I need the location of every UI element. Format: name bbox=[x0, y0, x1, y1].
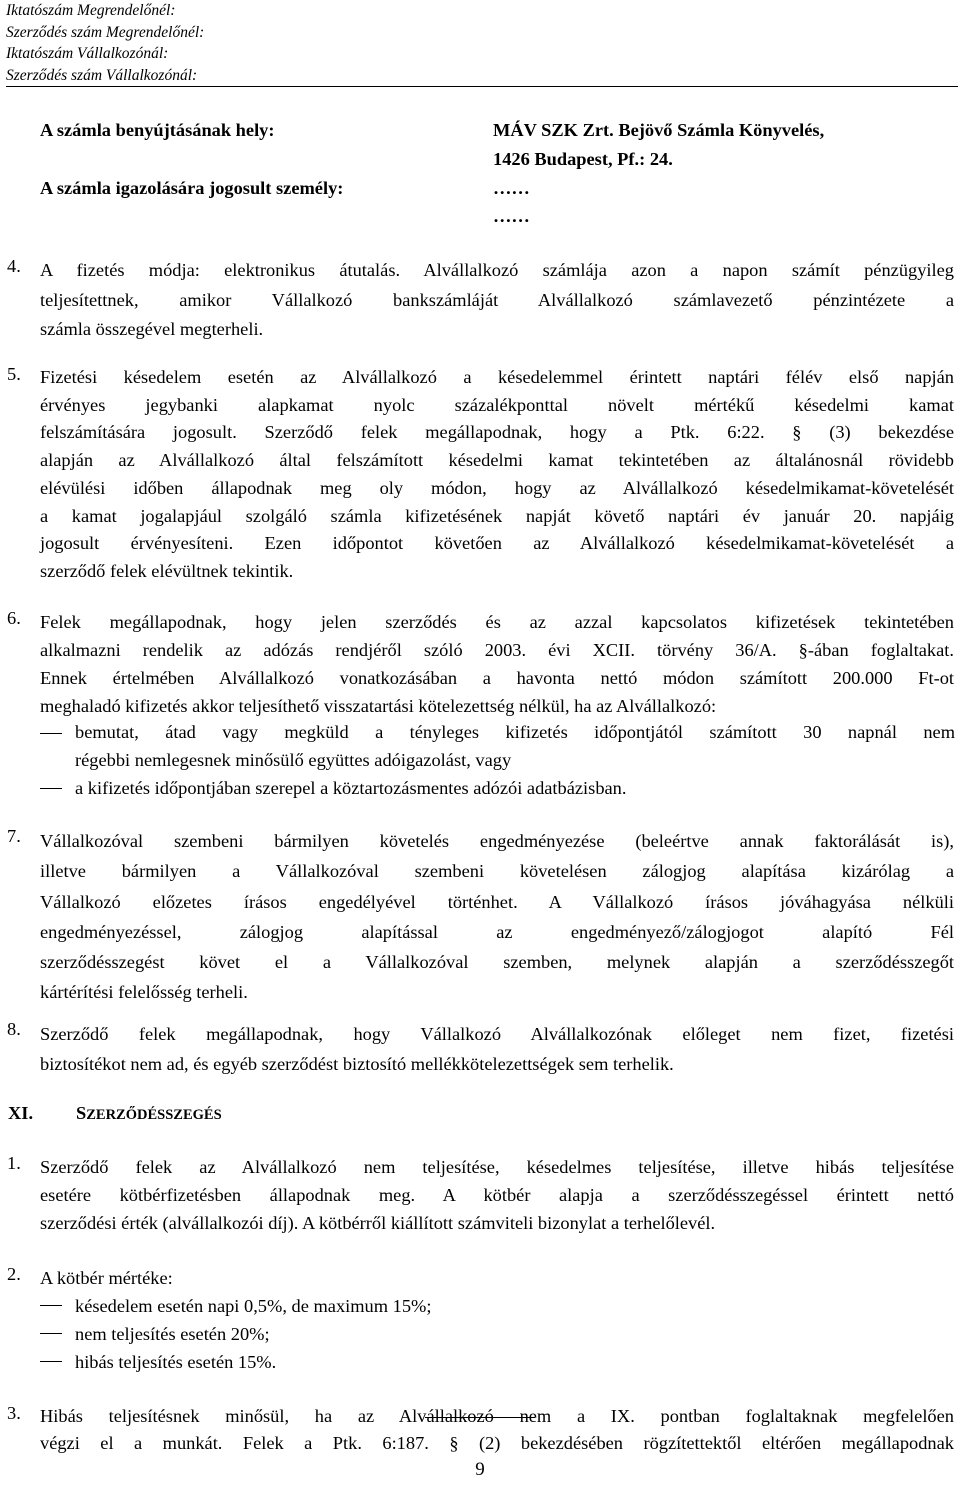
dash-item: nem teljesítés esetén 20%; bbox=[75, 1324, 270, 1344]
dash-item: a kifizetés időpontjában szerepel a köztartozásmentes adózói adatbázisban. bbox=[75, 778, 627, 798]
paragraph-line: Vállalkozóval szembeni bármilyen követelés engedményezése (beleértve annak faktorálását is), bbox=[40, 831, 954, 851]
invoice-dots-2: …… bbox=[493, 206, 530, 226]
invoice-certifier-label: A számla igazolására jogosult személy: bbox=[40, 178, 344, 198]
dash-bullet bbox=[40, 1305, 62, 1306]
invoice-place-value-1: MÁV SZK Zrt. Bejövő Számla Könyvelés, bbox=[493, 120, 825, 140]
item-number: 7. bbox=[7, 826, 21, 846]
paragraph-line: Szerződő felek megállapodnak, hogy Vállalkozó Alvállalkozónak előleget nem fizet, fizetési bbox=[40, 1024, 954, 1044]
dash-item bbox=[75, 718, 955, 774]
dash-item-line: bemutat, átad vagy megküld a tényleges kifizetés időpontjától számított 30 napnál nem bbox=[75, 722, 955, 742]
dash-item: hibás teljesítés esetén 15%. bbox=[75, 1352, 277, 1372]
paragraph-line: érvényes jegybanki alapkamat nyolc százalékponttal növelt mértékű késedelmi kamat bbox=[40, 394, 954, 415]
dash-item-line: régebbi nemlegesnek minősülő együttes adóigazolást, vagy bbox=[75, 750, 512, 770]
paragraph-xi-3 bbox=[40, 1403, 954, 1457]
paragraph-line: Vállalkozó előzetes írásos engedélyével történhet. A Vállalkozó írásos jóváhagyása nélküli bbox=[40, 891, 954, 912]
dash-bullet bbox=[40, 1333, 62, 1334]
paragraph-line: Szerződő felek az Alvállalkozó nem teljesítése, késedelmes teljesítése, illetve hibás teljesítése bbox=[40, 1157, 954, 1177]
paragraph-line: számla összegével megterheli. bbox=[40, 319, 264, 340]
footer-rule bbox=[425, 1417, 535, 1418]
section-title-initial: S bbox=[76, 1103, 87, 1123]
item-number: 3. bbox=[7, 1403, 21, 1423]
paragraph-line: Fizetési késedelem esetén az Alvállalkozó a késedelemmel érintett naptári félév első napján bbox=[40, 367, 954, 387]
paragraph-line: alapján az Alvállalkozó által felszámított késedelmi kamat tekintetében az általánosnál rövidebb bbox=[40, 450, 954, 471]
paragraph-line: teljesítettnek, amikor Vállalkozó bankszámláját Alvállalkozó számlavezető pénzintézete a bbox=[40, 289, 954, 310]
paragraph-line: Ennek értelmében Alvállalkozó vonatkozásában a havonta nettó módon számított 200.000 Ft-ot bbox=[40, 668, 954, 688]
paragraph-line: elévülési időben állapodnak meg oly módon, hogy az Alvállalkozó késedelmikamat-követelését bbox=[40, 477, 954, 498]
header-line: Szerződés szám Megrendelőnél: bbox=[6, 23, 205, 41]
paragraph-line: engedményezéssel, zálogjog alapítással az engedményező/zálogjogot alapító Fél bbox=[40, 921, 954, 942]
invoice-place-label: A számla benyújtásának hely: bbox=[40, 120, 275, 140]
paragraph-line: A fizetés módja: elektronikus átutalás. Alvállalkozó számlája azon a napon számít pénzügyileg bbox=[40, 260, 954, 280]
page-number: 9 bbox=[475, 1459, 485, 1480]
item-number: 4. bbox=[7, 256, 21, 276]
section-title bbox=[76, 1103, 222, 1124]
paragraph-line: meghaladó kifizetés akkor teljesíthető visszatartási kötelezettség nélkül, ha az Alvállalkozó: bbox=[40, 696, 717, 716]
paragraph-8 bbox=[40, 1019, 954, 1079]
paragraph-5 bbox=[40, 364, 954, 586]
paragraph-line: jogosult érvényesíteni. Ezen időpontot követően az Alvállalkozó késedelmikamat-követelését a bbox=[40, 533, 954, 554]
paragraph-line: kártérítési felelősség terheli. bbox=[40, 982, 248, 1003]
paragraph-line: biztosítékot nem ad, és egyéb szerződést biztosító mellékkötelezettségek sem terhelik. bbox=[40, 1054, 674, 1074]
item-number: 8. bbox=[7, 1019, 21, 1039]
invoice-dots-1: …… bbox=[493, 178, 530, 198]
header-line: Iktatószám Vállalkozónál: bbox=[6, 45, 169, 62]
paragraph-line: esetére kötbérfizetésben állapodnak meg. A kötbér alapja a szerződésszegéssel érintett nettó bbox=[40, 1185, 954, 1205]
document-header bbox=[6, 0, 958, 87]
paragraph-7 bbox=[40, 826, 954, 1008]
paragraph-line: a kamat jogalapjául szolgáló számla kifizetésének napját követő naptári év január 20. napjáig bbox=[40, 505, 954, 526]
paragraph-line: illetve bármilyen a Vállalkozóval szembeni követelésen zálogjog alapítása kizárólag a bbox=[40, 861, 954, 882]
paragraph-line: Felek megállapodnak, hogy jelen szerződés és az azzal kapcsolatos kifizetések tekintetében bbox=[40, 612, 954, 632]
paragraph-line: felszámítására jogosult. Szerződő felek megállapodnak, hogy a Ptk. 6:22. § (3) bekezdése bbox=[40, 422, 954, 443]
dash-bullet bbox=[40, 733, 62, 734]
section-number: XI. bbox=[8, 1103, 34, 1123]
item-number: 6. bbox=[7, 608, 21, 628]
paragraph-6 bbox=[40, 608, 954, 720]
paragraph-line: végzi el a munkát. Felek a Ptk. 6:187. § (2) bekezdésében rögzítettektől eltérően megállapodnak bbox=[40, 1433, 954, 1453]
paragraph-xi-1 bbox=[40, 1153, 954, 1237]
section-title-rest: ZERZŐDÉSSZEGÉS bbox=[86, 1107, 222, 1123]
paragraph-line: szerződési érték (alvállalkozói díj). A kötbérről kiállított számviteli bizonylat a terhelőlevél. bbox=[40, 1213, 716, 1233]
dash-bullet bbox=[40, 788, 62, 789]
item-number: 5. bbox=[7, 364, 21, 384]
item-number: 1. bbox=[7, 1153, 21, 1173]
invoice-place-value-2: 1426 Budapest, Pf.: 24. bbox=[493, 149, 673, 169]
paragraph-line: alkalmazni rendelik az adózás rendjéről szóló 2003. évi XCII. törvény 36/A. §-ában foglaltakat. bbox=[40, 640, 954, 660]
item-number: 2. bbox=[7, 1264, 21, 1284]
dash-bullet bbox=[40, 1361, 62, 1362]
paragraph-4 bbox=[40, 256, 954, 345]
header-line: Szerződés szám Vállalkozónál: bbox=[6, 66, 198, 84]
paragraph-line: szerződő felek elévültnek tekintik. bbox=[40, 560, 294, 581]
paragraph-line: Hibás teljesítésnek minősül, ha az Alvállalkozó nem a IX. pontban foglaltaknak megfelelően bbox=[40, 1406, 954, 1426]
dash-item: késedelem esetén napi 0,5%, de maximum 15%; bbox=[75, 1296, 432, 1316]
paragraph-xi-2-intro: A kötbér mértéke: bbox=[40, 1268, 173, 1288]
paragraph-line: szerződésszegést követ el a Vállalkozóval szemben, melynek alapján a szerződésszegőt bbox=[40, 952, 954, 973]
header-line: Iktatószám Megrendelőnél: bbox=[6, 2, 176, 19]
